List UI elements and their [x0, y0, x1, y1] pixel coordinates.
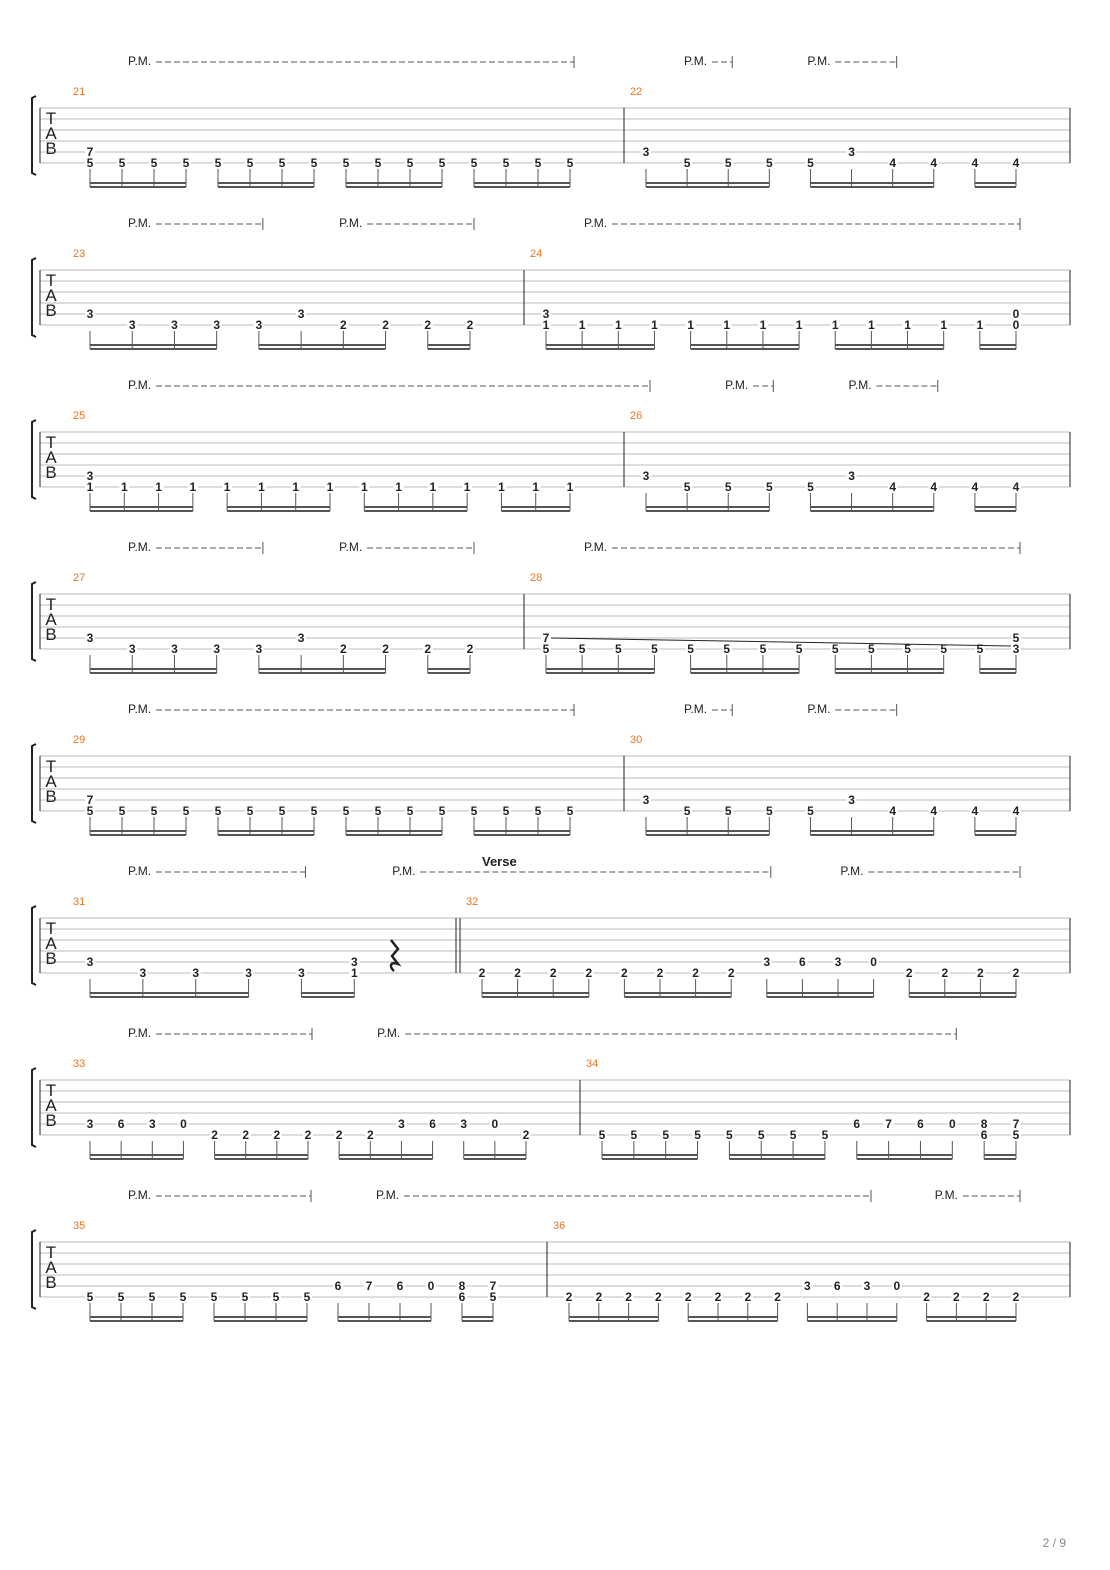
- fret-number: 2: [424, 642, 432, 656]
- fret-number: 2: [977, 966, 984, 980]
- fret-number: 5: [150, 804, 158, 818]
- fret-number: 4: [889, 156, 897, 170]
- fret-number: 4: [1012, 804, 1020, 818]
- fret-number: 1: [292, 480, 300, 494]
- fret-number: 6: [853, 1117, 861, 1131]
- fret-number: 1: [395, 480, 402, 494]
- fret-number: 3: [848, 793, 855, 807]
- fret-number: 5: [210, 1290, 218, 1304]
- fret-number: 2: [692, 966, 699, 980]
- fret-number: 5: [278, 156, 286, 170]
- fret-number: 5: [502, 156, 510, 170]
- fret-number: 5: [662, 1128, 670, 1142]
- fret-number: 1: [759, 318, 767, 332]
- fret-number: 2: [727, 966, 735, 980]
- fret-number: 2: [714, 1290, 722, 1304]
- fret-number: 5: [542, 642, 550, 656]
- fret-number: 2: [565, 1290, 573, 1304]
- tab-clef-letter: B: [45, 1273, 57, 1292]
- fret-number: 5: [342, 156, 350, 170]
- fret-number: 1: [223, 480, 231, 494]
- tab-clef-letter: T: [45, 433, 57, 452]
- fret-number: 5: [726, 1128, 733, 1142]
- fret-number: 1: [326, 480, 334, 494]
- fret-number: 5: [821, 1128, 829, 1142]
- system-bracket: [32, 744, 36, 823]
- fret-number: 2: [335, 1128, 343, 1142]
- fret-number: 4: [930, 156, 938, 170]
- fret-number: 6: [396, 1279, 404, 1293]
- fret-number: 5: [374, 156, 382, 170]
- fret-number: 3: [171, 642, 178, 656]
- fret-number: 4: [971, 804, 979, 818]
- measure-number: 22: [630, 86, 643, 98]
- fret-number: 3: [86, 1117, 94, 1131]
- measure-number: 24: [530, 248, 543, 260]
- fret-number: 3: [350, 955, 358, 969]
- fret-number: 5: [807, 480, 814, 494]
- fret-number: 5: [241, 1290, 249, 1304]
- tab-clef-letter: A: [45, 772, 57, 791]
- quarter-rest: [391, 940, 398, 971]
- fret-number: 0: [893, 1279, 901, 1293]
- tab-clef-letter: A: [45, 1258, 57, 1277]
- palm-mute-label: P.M.: [128, 1188, 152, 1202]
- fret-number: 2: [466, 642, 474, 656]
- fret-number: 1: [578, 318, 586, 332]
- fret-number: 5: [406, 804, 414, 818]
- fret-number: 5: [438, 156, 446, 170]
- palm-mute-label: P.M.: [725, 378, 749, 392]
- fret-number: 5: [765, 480, 773, 494]
- system-bracket: [32, 96, 36, 175]
- fret-number: 1: [498, 480, 505, 494]
- fret-number: 6: [117, 1117, 125, 1131]
- fret-number: 2: [366, 1128, 374, 1142]
- fret-number: 3: [297, 307, 305, 321]
- measure-number: 33: [73, 1058, 86, 1070]
- tab-clef-letter: T: [45, 1243, 57, 1262]
- fret-number: 5: [118, 804, 126, 818]
- fret-number: 5: [724, 804, 732, 818]
- fret-number: 0: [180, 1117, 187, 1131]
- fret-number: 3: [298, 966, 305, 980]
- fret-number: 3: [255, 642, 263, 656]
- measure-number: 36: [553, 1220, 566, 1232]
- tab-system: [32, 542, 1070, 673]
- fret-number: 5: [687, 642, 694, 656]
- fret-number: 0: [491, 1117, 499, 1131]
- fret-number: 5: [1012, 631, 1020, 645]
- fret-number: 3: [763, 955, 771, 969]
- fret-number: 2: [514, 966, 521, 980]
- fret-number: 6: [458, 1290, 466, 1304]
- fret-number: 4: [930, 804, 938, 818]
- fret-number: 2: [621, 966, 628, 980]
- fret-number: 4: [971, 156, 979, 170]
- tab-clef-letter: T: [45, 271, 57, 290]
- fret-number: 4: [889, 480, 897, 494]
- fret-number: 5: [117, 1290, 125, 1304]
- fret-number: 3: [148, 1117, 156, 1131]
- fret-number: 5: [807, 804, 814, 818]
- fret-number: 1: [904, 318, 911, 332]
- palm-mute-label: P.M.: [128, 1026, 152, 1040]
- fret-number: 5: [310, 156, 318, 170]
- palm-mute-label: P.M.: [848, 378, 872, 392]
- fret-number: 0: [870, 955, 877, 969]
- tab-clef-letter: B: [45, 463, 57, 482]
- fret-number: 5: [246, 804, 254, 818]
- fret-number: 3: [642, 145, 650, 159]
- fret-number: 5: [789, 1128, 797, 1142]
- tab-clef-letter: A: [45, 448, 57, 467]
- palm-mute-label: P.M.: [584, 216, 608, 230]
- fret-number: 3: [398, 1117, 405, 1131]
- fret-number: 5: [86, 804, 94, 818]
- fret-number: 2: [656, 966, 664, 980]
- fret-number: 1: [614, 318, 622, 332]
- fret-number: 5: [724, 480, 732, 494]
- fret-number: 2: [522, 1128, 530, 1142]
- tab-clef-letter: T: [45, 757, 57, 776]
- fret-number: 1: [976, 318, 984, 332]
- fret-number: 5: [566, 804, 574, 818]
- palm-mute-label: P.M.: [128, 54, 152, 68]
- fret-number: 3: [139, 966, 147, 980]
- fret-number: 2: [923, 1290, 930, 1304]
- measure-number: 25: [73, 410, 86, 422]
- fret-number: 5: [502, 804, 510, 818]
- fret-number: 2: [339, 318, 347, 332]
- fret-number: 3: [245, 966, 252, 980]
- fret-number: 5: [976, 642, 984, 656]
- fret-number: 5: [182, 156, 190, 170]
- fret-number: 3: [542, 307, 550, 321]
- fret-number: 3: [86, 955, 94, 969]
- fret-number: 2: [339, 642, 347, 656]
- fret-number: 7: [542, 631, 550, 645]
- tab-clef-letter: B: [45, 301, 57, 320]
- fret-number: 3: [848, 145, 855, 159]
- fret-number: 2: [655, 1290, 662, 1304]
- fret-number: 7: [86, 793, 94, 807]
- measure-number: 30: [630, 734, 643, 746]
- fret-number: 3: [128, 318, 136, 332]
- tab-clef-letter: A: [45, 1096, 57, 1115]
- fret-number: 1: [155, 480, 162, 494]
- fret-number: 4: [930, 480, 938, 494]
- tab-clef-letter: B: [45, 787, 57, 806]
- fret-number: 3: [863, 1279, 871, 1293]
- fret-number: 1: [258, 480, 265, 494]
- fret-number: 3: [297, 631, 305, 645]
- palm-mute-label: P.M.: [684, 54, 708, 68]
- fret-number: 2: [774, 1290, 781, 1304]
- fret-number: 5: [904, 642, 911, 656]
- fret-number: 5: [757, 1128, 765, 1142]
- fret-number: 5: [940, 642, 948, 656]
- measure-number: 28: [530, 572, 543, 584]
- fret-number: 1: [86, 480, 94, 494]
- fret-number: 3: [128, 642, 136, 656]
- palm-mute-label: P.M.: [339, 216, 363, 230]
- fret-number: 5: [534, 156, 542, 170]
- fret-number: 1: [651, 318, 658, 332]
- fret-number: 2: [382, 318, 389, 332]
- fret-number: 3: [642, 793, 650, 807]
- fret-number: 4: [1012, 156, 1020, 170]
- tab-system: [32, 1028, 1070, 1159]
- measure-number: 35: [73, 1220, 86, 1232]
- fret-number: 5: [179, 1290, 187, 1304]
- fret-number: 2: [242, 1128, 250, 1142]
- fret-number: 3: [86, 469, 94, 483]
- fret-number: 1: [542, 318, 550, 332]
- fret-number: 5: [86, 156, 94, 170]
- tab-clef-letter: T: [45, 919, 57, 938]
- tab-clef-letter: A: [45, 124, 57, 143]
- fret-number: 1: [463, 480, 471, 494]
- fret-number: 2: [595, 1290, 603, 1304]
- fret-number: 5: [723, 642, 731, 656]
- fret-number: 2: [273, 1128, 281, 1142]
- fret-number: 4: [971, 480, 979, 494]
- fret-number: 5: [630, 1128, 638, 1142]
- palm-mute-label: P.M.: [584, 540, 608, 554]
- fret-number: 5: [1012, 1128, 1020, 1142]
- fret-number: 2: [941, 966, 949, 980]
- palm-mute-label: P.M.: [392, 864, 416, 878]
- fret-number: 2: [478, 966, 486, 980]
- palm-mute-label: P.M.: [684, 702, 708, 716]
- palm-mute-label: P.M.: [128, 702, 152, 716]
- fret-number: 1: [360, 480, 368, 494]
- tab-clef-letter: A: [45, 934, 57, 953]
- fret-number: 3: [86, 307, 94, 321]
- fret-number: 2: [211, 1128, 218, 1142]
- fret-number: 5: [470, 804, 478, 818]
- fret-number: 5: [118, 156, 126, 170]
- fret-number: 5: [578, 642, 586, 656]
- fret-number: 5: [831, 642, 839, 656]
- system-bracket: [32, 906, 36, 985]
- system-bracket: [32, 582, 36, 661]
- system-bracket: [32, 258, 36, 337]
- palm-mute-label: P.M.: [128, 216, 152, 230]
- fret-number: 2: [1012, 1290, 1020, 1304]
- tab-clef-letter: T: [45, 1081, 57, 1100]
- fret-number: 1: [566, 480, 574, 494]
- fret-number: 5: [566, 156, 574, 170]
- tab-clef-letter: T: [45, 595, 57, 614]
- fret-number: 6: [799, 955, 806, 969]
- fret-number: 5: [148, 1290, 156, 1304]
- fret-number: 5: [683, 156, 691, 170]
- palm-mute-label: P.M.: [128, 378, 152, 392]
- tab-clef-letter: B: [45, 949, 57, 968]
- fret-number: 6: [980, 1128, 988, 1142]
- measure-number: 29: [73, 734, 86, 746]
- fret-number: 4: [889, 804, 897, 818]
- fret-number: 7: [86, 145, 94, 159]
- fret-number: 6: [917, 1117, 924, 1131]
- fret-number: 0: [1012, 318, 1020, 332]
- fret-number: 5: [272, 1290, 280, 1304]
- fret-number: 5: [214, 156, 222, 170]
- fret-number: 3: [834, 955, 842, 969]
- fret-number: 5: [406, 156, 414, 170]
- palm-mute-label: P.M.: [339, 540, 363, 554]
- measure-number: 31: [73, 896, 86, 908]
- fret-number: 8: [980, 1117, 988, 1131]
- fret-number: 7: [1012, 1117, 1020, 1131]
- fret-number: 2: [585, 966, 593, 980]
- fret-number: 0: [1012, 307, 1020, 321]
- palm-mute-label: P.M.: [128, 540, 152, 554]
- fret-number: 5: [310, 804, 318, 818]
- fret-number: 2: [1012, 966, 1020, 980]
- fret-number: 1: [868, 318, 875, 332]
- fret-number: 2: [684, 1290, 692, 1304]
- fret-number: 3: [804, 1279, 811, 1293]
- page-number: 2 / 9: [1042, 1536, 1066, 1550]
- fret-number: 5: [868, 642, 875, 656]
- tab-system: [32, 1190, 1070, 1321]
- fret-number: 3: [213, 318, 221, 332]
- palm-mute-label: P.M.: [377, 1026, 401, 1040]
- fret-number: 1: [429, 480, 437, 494]
- fret-number: 2: [953, 1290, 960, 1304]
- fret-number: 0: [427, 1279, 435, 1293]
- fret-number: 3: [213, 642, 221, 656]
- fret-number: 7: [365, 1279, 373, 1293]
- fret-number: 8: [458, 1279, 466, 1293]
- tab-clef-letter: B: [45, 1111, 57, 1130]
- fret-number: 5: [614, 642, 622, 656]
- fret-number: 1: [831, 318, 839, 332]
- fret-number: 5: [765, 804, 773, 818]
- fret-number: 5: [683, 480, 691, 494]
- fret-number: 6: [833, 1279, 841, 1293]
- tab-clef-letter: B: [45, 625, 57, 644]
- fret-number: 1: [940, 318, 948, 332]
- fret-number: 2: [625, 1290, 632, 1304]
- measure-number: 34: [586, 1058, 599, 1070]
- fret-number: 1: [189, 480, 197, 494]
- fret-number: 1: [795, 318, 803, 332]
- measure-number: 32: [466, 896, 479, 908]
- fret-number: 1: [687, 318, 694, 332]
- fret-number: 1: [723, 318, 731, 332]
- fret-number: 5: [470, 156, 478, 170]
- fret-number: 5: [765, 156, 773, 170]
- fret-number: 5: [489, 1290, 497, 1304]
- fret-number: 5: [795, 642, 803, 656]
- fret-number: 2: [466, 318, 474, 332]
- fret-number: 5: [374, 804, 382, 818]
- fret-number: 2: [382, 642, 389, 656]
- measure-number: 23: [73, 248, 86, 260]
- fret-number: 5: [214, 804, 222, 818]
- palm-mute-label: P.M.: [840, 864, 864, 878]
- fret-number: 5: [759, 642, 767, 656]
- fret-number: 5: [598, 1128, 606, 1142]
- fret-number: 2: [982, 1290, 990, 1304]
- tab-clef-letter: B: [45, 139, 57, 158]
- fret-number: 5: [303, 1290, 311, 1304]
- fret-number: 7: [885, 1117, 892, 1131]
- fret-number: 5: [342, 804, 350, 818]
- fret-number: 0: [948, 1117, 956, 1131]
- tab-clef-letter: A: [45, 286, 57, 305]
- palm-mute-label: P.M.: [128, 864, 152, 878]
- fret-number: 3: [1012, 642, 1020, 656]
- fret-number: 5: [724, 156, 732, 170]
- fret-number: 5: [182, 804, 190, 818]
- fret-number: 6: [334, 1279, 342, 1293]
- fret-number: 4: [1012, 480, 1020, 494]
- tab-system: [32, 218, 1070, 349]
- fret-number: 2: [424, 318, 432, 332]
- fret-number: 5: [246, 156, 254, 170]
- fret-number: 5: [150, 156, 158, 170]
- fret-number: 5: [807, 156, 814, 170]
- system-bracket: [32, 420, 36, 499]
- tab-clef-letter: T: [45, 109, 57, 128]
- fret-number: 2: [744, 1290, 752, 1304]
- system-bracket: [32, 1230, 36, 1309]
- fret-number: 1: [120, 480, 128, 494]
- fret-number: 2: [905, 966, 913, 980]
- tab-clef-letter: A: [45, 610, 57, 629]
- fret-number: 6: [429, 1117, 436, 1131]
- measure-number: 26: [630, 410, 643, 422]
- section-marker: Verse: [482, 854, 517, 869]
- measure-number: 27: [73, 572, 86, 584]
- fret-number: 5: [694, 1128, 701, 1142]
- fret-number: 5: [278, 804, 286, 818]
- fret-number: 3: [642, 469, 650, 483]
- fret-number: 5: [438, 804, 446, 818]
- fret-number: 5: [683, 804, 691, 818]
- fret-number: 3: [255, 318, 263, 332]
- fret-number: 1: [532, 480, 540, 494]
- fret-number: 5: [534, 804, 542, 818]
- fret-number: 1: [350, 966, 358, 980]
- fret-number: 3: [192, 966, 200, 980]
- fret-number: 3: [460, 1117, 468, 1131]
- palm-mute-label: P.M.: [376, 1188, 400, 1202]
- measure-number: 21: [73, 86, 86, 98]
- fret-number: 3: [171, 318, 178, 332]
- fret-number: 7: [489, 1279, 497, 1293]
- fret-number: 2: [304, 1128, 312, 1142]
- palm-mute-label: P.M.: [807, 702, 831, 716]
- tab-system: [32, 380, 1070, 511]
- palm-mute-label: P.M.: [934, 1188, 958, 1202]
- system-bracket: [32, 1068, 36, 1147]
- fret-number: 5: [651, 642, 658, 656]
- fret-number: 5: [86, 1290, 94, 1304]
- palm-mute-label: P.M.: [807, 54, 831, 68]
- fret-number: 2: [549, 966, 557, 980]
- fret-number: 3: [86, 631, 94, 645]
- fret-number: 3: [848, 469, 855, 483]
